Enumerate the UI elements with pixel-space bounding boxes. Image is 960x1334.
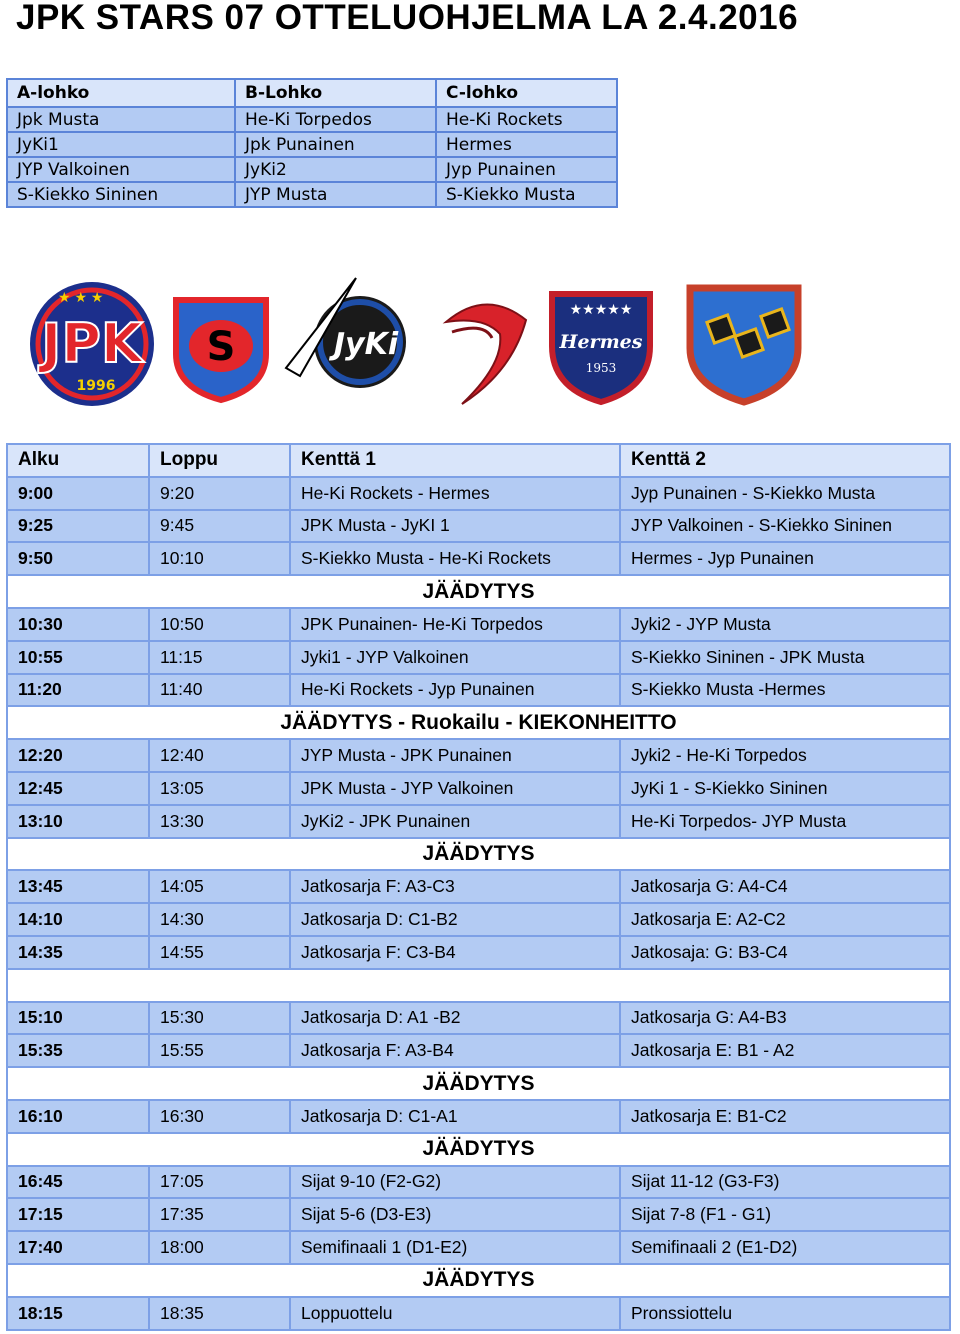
game-row <box>7 805 950 838</box>
field-1-game: Jatkosarja D: C1-A1 <box>290 1100 620 1133</box>
svg-text:JyKi: JyKi <box>333 327 399 362</box>
start-time: 15:35 <box>7 1034 149 1067</box>
field-1-game: JPK Musta - JYP Valkoinen <box>290 772 620 805</box>
break-label: JÄÄDYTYS <box>7 1264 950 1297</box>
jyki-logo <box>286 278 406 388</box>
start-time: 14:35 <box>7 936 149 969</box>
game-row <box>7 1297 950 1330</box>
end-time: 9:45 <box>149 510 290 543</box>
svg-text:1953: 1953 <box>585 361 617 375</box>
group-header-b: B-Lohko <box>235 79 436 107</box>
svg-text:Hermes: Hermes <box>559 331 643 353</box>
field-2-game: JYP Valkoinen - S-Kiekko Sininen <box>620 510 950 543</box>
start-time: 13:45 <box>7 870 149 903</box>
game-row <box>7 674 950 707</box>
start-time: 12:20 <box>7 739 149 772</box>
field-1-game: Jatkosarja F: A3-B4 <box>290 1034 620 1067</box>
break-label <box>7 969 950 1002</box>
group-header-a: A-lohko <box>7 79 235 107</box>
hermes-logo <box>552 294 650 402</box>
break-label: JÄÄDYTYS <box>7 838 950 871</box>
game-row <box>7 542 950 575</box>
group-cell: JyKi1 <box>7 132 235 157</box>
group-cell: He-Ki Torpedos <box>235 107 436 132</box>
end-time: 10:50 <box>149 608 290 641</box>
game-row <box>7 608 950 641</box>
group-row <box>7 132 617 157</box>
group-cell: Jyp Punainen <box>436 157 617 182</box>
game-row <box>7 739 950 772</box>
field-2-game: He-Ki Torpedos- JYP Musta <box>620 805 950 838</box>
team-logos <box>0 272 960 407</box>
field-1-game: Jatkosarja F: C3-B4 <box>290 936 620 969</box>
end-time: 12:40 <box>149 739 290 772</box>
group-cell: Jpk Musta <box>7 107 235 132</box>
field-1-game: He-Ki Rockets - Jyp Punainen <box>290 674 620 707</box>
group-cell: JYP Musta <box>235 182 436 207</box>
game-row <box>7 510 950 543</box>
start-time: 11:20 <box>7 674 149 707</box>
field-1-game: JYP Musta - JPK Punainen <box>290 739 620 772</box>
end-time: 14:30 <box>149 903 290 936</box>
jyp-logo <box>690 288 798 402</box>
field-1-game: Sijat 5-6 (D3-E3) <box>290 1198 620 1231</box>
field-2-game: Jatkosarja E: B1 - A2 <box>620 1034 950 1067</box>
header-field-1: Kenttä 1 <box>290 444 620 477</box>
group-cell: JyKi2 <box>235 157 436 182</box>
break-label: JÄÄDYTYS - Ruokailu - KIEKONHEITTO <box>7 706 950 739</box>
group-cell: Hermes <box>436 132 617 157</box>
header-field-2: Kenttä 2 <box>620 444 950 477</box>
break-row <box>7 969 950 1002</box>
start-time: 17:15 <box>7 1198 149 1231</box>
game-row <box>7 936 950 969</box>
group-cell: S-Kiekko Sininen <box>7 182 235 207</box>
group-row <box>7 157 617 182</box>
game-row <box>7 772 950 805</box>
game-row <box>7 1034 950 1067</box>
field-2-game: Sijat 7-8 (F1 - G1) <box>620 1198 950 1231</box>
group-row <box>7 107 617 132</box>
start-time: 10:55 <box>7 641 149 674</box>
field-2-game: Semifinaali 2 (E1-D2) <box>620 1231 950 1264</box>
field-1-game: Semifinaali 1 (D1-E2) <box>290 1231 620 1264</box>
field-2-game: Pronssiottelu <box>620 1297 950 1330</box>
s-kiekko-logo <box>176 300 266 400</box>
field-2-game: Jatkosarja E: A2-C2 <box>620 903 950 936</box>
game-row <box>7 870 950 903</box>
group-cell: S-Kiekko Musta <box>436 182 617 207</box>
end-time: 13:30 <box>149 805 290 838</box>
start-time: 9:50 <box>7 542 149 575</box>
start-time: 9:00 <box>7 477 149 510</box>
game-row <box>7 1002 950 1035</box>
field-1-game: Loppuottelu <box>290 1297 620 1330</box>
end-time: 9:20 <box>149 477 290 510</box>
field-2-game: Jatkosaja: G: B3-C4 <box>620 936 950 969</box>
end-time: 17:05 <box>149 1166 290 1199</box>
page-title: JPK STARS 07 OTTELUOHJELMA LA 2.4.2016 <box>16 0 799 37</box>
svg-text:JPK: JPK <box>41 312 143 375</box>
end-time: 15:30 <box>149 1002 290 1035</box>
heki-logo <box>446 304 526 404</box>
break-label: JÄÄDYTYS <box>7 1067 950 1100</box>
game-row <box>7 477 950 510</box>
game-row <box>7 641 950 674</box>
field-2-game: S-Kiekko Sininen - JPK Musta <box>620 641 950 674</box>
start-time: 15:10 <box>7 1002 149 1035</box>
start-time: 16:10 <box>7 1100 149 1133</box>
start-time: 16:45 <box>7 1166 149 1199</box>
end-time: 16:30 <box>149 1100 290 1133</box>
svg-text:★ ★ ★: ★ ★ ★ <box>58 289 104 305</box>
end-time: 14:05 <box>149 870 290 903</box>
end-time: 11:40 <box>149 674 290 707</box>
start-time: 13:10 <box>7 805 149 838</box>
end-time: 18:35 <box>149 1297 290 1330</box>
group-cell: JYP Valkoinen <box>7 157 235 182</box>
field-2-game: Jatkosarja G: A4-C4 <box>620 870 950 903</box>
end-time: 13:05 <box>149 772 290 805</box>
game-row <box>7 1100 950 1133</box>
field-1-game: Jatkosarja D: A1 -B2 <box>290 1002 620 1035</box>
start-time: 18:15 <box>7 1297 149 1330</box>
end-time: 10:10 <box>149 542 290 575</box>
field-2-game: Jyki2 - He-Ki Torpedos <box>620 739 950 772</box>
start-time: 14:10 <box>7 903 149 936</box>
game-row <box>7 1166 950 1199</box>
group-cell: Jpk Punainen <box>235 132 436 157</box>
jpk-logo <box>30 282 154 406</box>
field-1-game: JPK Musta - JyKI 1 <box>290 510 620 543</box>
field-1-game: Jatkosarja D: C1-B2 <box>290 903 620 936</box>
break-row <box>7 1264 950 1297</box>
group-header-c: C-lohko <box>436 79 617 107</box>
group-header-row <box>7 79 617 107</box>
svg-text:★★★★★: ★★★★★ <box>569 301 633 317</box>
field-2-game: Jyki2 - JYP Musta <box>620 608 950 641</box>
break-row <box>7 575 950 608</box>
break-label: JÄÄDYTYS <box>7 1133 950 1166</box>
game-row <box>7 1198 950 1231</box>
game-row <box>7 1231 950 1264</box>
group-cell: He-Ki Rockets <box>436 107 617 132</box>
field-1-game: Jyki1 - JYP Valkoinen <box>290 641 620 674</box>
break-row <box>7 838 950 871</box>
field-2-game: Jyp Punainen - S-Kiekko Musta <box>620 477 950 510</box>
end-time: 15:55 <box>149 1034 290 1067</box>
field-1-game: Jatkosarja F: A3-C3 <box>290 870 620 903</box>
game-row <box>7 903 950 936</box>
svg-text:S: S <box>206 324 236 370</box>
break-row <box>7 706 950 739</box>
start-time: 17:40 <box>7 1231 149 1264</box>
start-time: 9:25 <box>7 510 149 543</box>
group-table <box>6 78 618 208</box>
field-2-game: Sijat 11-12 (G3-F3) <box>620 1166 950 1199</box>
end-time: 11:15 <box>149 641 290 674</box>
break-row <box>7 1133 950 1166</box>
field-1-game: He-Ki Rockets - Hermes <box>290 477 620 510</box>
end-time: 14:55 <box>149 936 290 969</box>
header-end: Loppu <box>149 444 290 477</box>
schedule-header-row <box>7 444 950 477</box>
end-time: 17:35 <box>149 1198 290 1231</box>
end-time: 18:00 <box>149 1231 290 1264</box>
svg-text:1996: 1996 <box>76 378 116 394</box>
field-1-game: Sijat 9-10 (F2-G2) <box>290 1166 620 1199</box>
field-1-game: S-Kiekko Musta - He-Ki Rockets <box>290 542 620 575</box>
header-start: Alku <box>7 444 149 477</box>
start-time: 12:45 <box>7 772 149 805</box>
field-2-game: Hermes - Jyp Punainen <box>620 542 950 575</box>
start-time: 10:30 <box>7 608 149 641</box>
break-row <box>7 1067 950 1100</box>
field-1-game: JPK Punainen- He-Ki Torpedos <box>290 608 620 641</box>
field-1-game: JyKi2 - JPK Punainen <box>290 805 620 838</box>
group-row <box>7 182 617 207</box>
field-2-game: Jatkosarja G: A4-B3 <box>620 1002 950 1035</box>
schedule-table <box>6 443 951 1331</box>
break-label: JÄÄDYTYS <box>7 575 950 608</box>
field-2-game: S-Kiekko Musta -Hermes <box>620 674 950 707</box>
field-2-game: JyKi 1 - S-Kiekko Sininen <box>620 772 950 805</box>
field-2-game: Jatkosarja E: B1-C2 <box>620 1100 950 1133</box>
